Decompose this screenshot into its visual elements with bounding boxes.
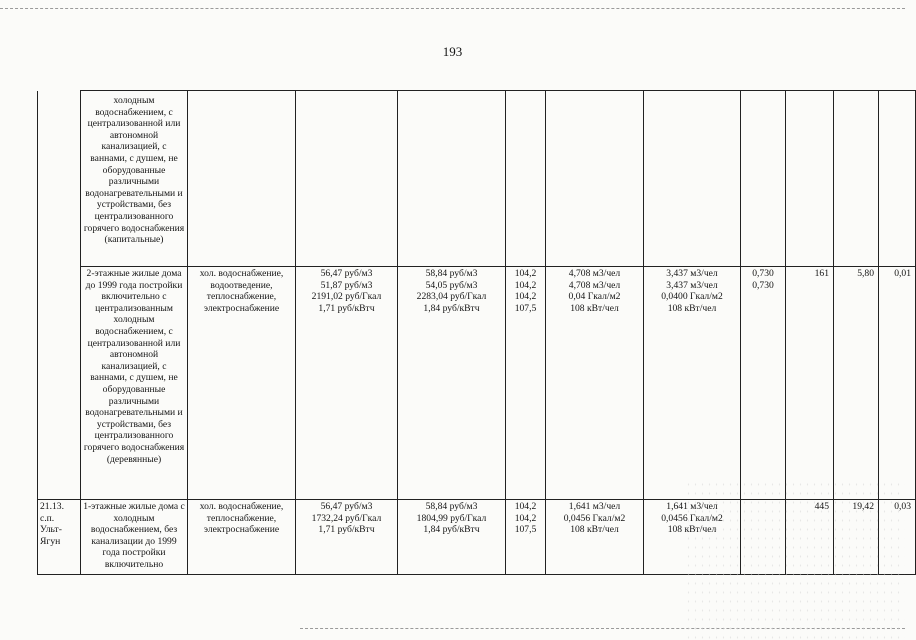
- cell-line: 0,0456 Гкал/м2: [661, 512, 723, 524]
- settlement-code-cell: 21.13. с.п. Ульт-Ягун: [38, 500, 81, 575]
- table-row: [38, 91, 916, 267]
- coefficient-cell: [741, 267, 786, 500]
- count-cell: 161: [786, 267, 834, 500]
- cell-line: 3,437 м3/чел: [666, 279, 718, 291]
- housing-description-cell: 2-этажные жилые дома до 1999 года постройки включительно с централизованным холодным водоснабжением, с централизованной или автономной канализацией, с ваннами, с душем, не оборудованные различными водонагревательными и устройствами, без централизованного горячего водоснабжения (деревянные): [81, 267, 188, 500]
- count-cell: [786, 91, 834, 267]
- consumption-norm-current-cell: [546, 500, 644, 575]
- scan-top-edge: [0, 8, 905, 9]
- settlement-code-cell: [38, 91, 81, 267]
- value-1-cell: [834, 91, 879, 267]
- coefficient-cell: [741, 500, 786, 575]
- cell-line: 108 кВт/чел: [667, 302, 717, 314]
- value-2-cell: [879, 91, 916, 267]
- cell-line: 1,641 м3/чел: [568, 501, 621, 512]
- tariff-current-cell: [296, 500, 398, 575]
- cell-line: 107,5: [514, 302, 537, 314]
- table-row: [38, 500, 916, 575]
- consumption-norm-new-cell: [644, 500, 741, 575]
- tariff-current-cell: [296, 91, 398, 267]
- cell-line: 107,5: [514, 524, 537, 536]
- cell-line: 1,84 руб/кВтч: [423, 302, 480, 314]
- cell-line: 54,05 руб/м3: [425, 279, 478, 291]
- tariff-new-cell: [398, 91, 506, 267]
- cell-line: 3,437 м3/чел: [666, 268, 718, 279]
- services-cell: хол. водоснабжение, водоотведение, теплоснабжение, электроснабжение: [188, 267, 296, 500]
- cell-line: 56,47 руб/м3: [320, 501, 373, 512]
- cell-line: 104,2: [514, 501, 537, 512]
- cell-line: 4,708 м3/чел: [568, 268, 621, 279]
- value-1-cell: 19,42: [834, 500, 879, 575]
- services-cell: хол. водоснабжение, теплоснабжение, электроснабжение: [188, 500, 296, 575]
- value-1-cell: 5,80: [834, 267, 879, 500]
- tariff-current-cell: [296, 267, 398, 500]
- cell-line: 58,84 руб/м3: [425, 268, 478, 279]
- cell-line: 104,2: [514, 279, 537, 291]
- cell-line: 1,71 руб/кВтч: [318, 302, 375, 314]
- cell-line: 2283,04 руб/Гкал: [416, 291, 487, 303]
- count-cell: 445: [786, 500, 834, 575]
- cell-line: 0,730: [752, 268, 774, 279]
- settlement-code-cell: [38, 267, 81, 500]
- scan-bottom-edge: [300, 628, 905, 629]
- cell-line: 1,71 руб/кВтч: [318, 524, 375, 536]
- cell-line: 0,730: [752, 279, 774, 291]
- consumption-norm-current-cell: [546, 267, 644, 500]
- cell-line: 1804,99 руб/Гкал: [416, 512, 487, 524]
- growth-index-cell: [506, 267, 546, 500]
- growth-index-cell: [506, 500, 546, 575]
- cell-line: 104,2: [514, 291, 537, 303]
- tariff-table: [37, 90, 916, 575]
- cell-line: 0,04 Гкал/м2: [568, 291, 621, 303]
- value-2-cell: 0,01: [879, 267, 916, 500]
- housing-description-cell: 1-этажные жилые дома с холодным водоснабжением, без канализации до 1999 года постройки включительно: [81, 500, 188, 575]
- growth-index-cell: [506, 91, 546, 267]
- tariff-new-cell: [398, 267, 506, 500]
- table-row: [38, 267, 916, 500]
- cell-line: 1,641 м3/чел: [666, 501, 718, 512]
- cell-line: 108 кВт/чел: [570, 524, 619, 536]
- cell-line: 104,2: [514, 268, 537, 279]
- cell-line: 56,47 руб/м3: [320, 268, 373, 279]
- coefficient-cell: [741, 91, 786, 267]
- cell-line: 58,84 руб/м3: [425, 501, 478, 512]
- cell-line: 108 кВт/чел: [667, 524, 717, 536]
- cell-line: 104,2: [514, 512, 537, 524]
- tariff-new-cell: [398, 500, 506, 575]
- cell-line: 1,84 руб/кВтч: [423, 524, 480, 536]
- value-2-cell: 0,03: [879, 500, 916, 575]
- page-number: 193: [442, 44, 463, 59]
- cell-line: 2191,02 руб/Гкал: [311, 291, 382, 303]
- services-cell: [188, 91, 296, 267]
- cell-line: 1732,24 руб/Гкал: [311, 512, 382, 524]
- consumption-norm-new-cell: [644, 267, 741, 500]
- consumption-norm-current-cell: [546, 91, 644, 267]
- housing-description-cell: холодным водоснабжением, с централизованной или автономной канализацией, с ваннами, с душем, не оборудованные различными водонагревательными и устройствами, без централизованного горячего водоснабжения (капитальные): [81, 91, 188, 267]
- cell-line: 108 кВт/чел: [570, 302, 619, 314]
- cell-line: 4,708 м3/чел: [568, 279, 621, 291]
- cell-line: 0,0400 Гкал/м2: [661, 291, 723, 303]
- consumption-norm-new-cell: [644, 91, 741, 267]
- cell-line: 0,0456 Гкал/м2: [563, 512, 626, 524]
- cell-line: 51,87 руб/м3: [320, 279, 373, 291]
